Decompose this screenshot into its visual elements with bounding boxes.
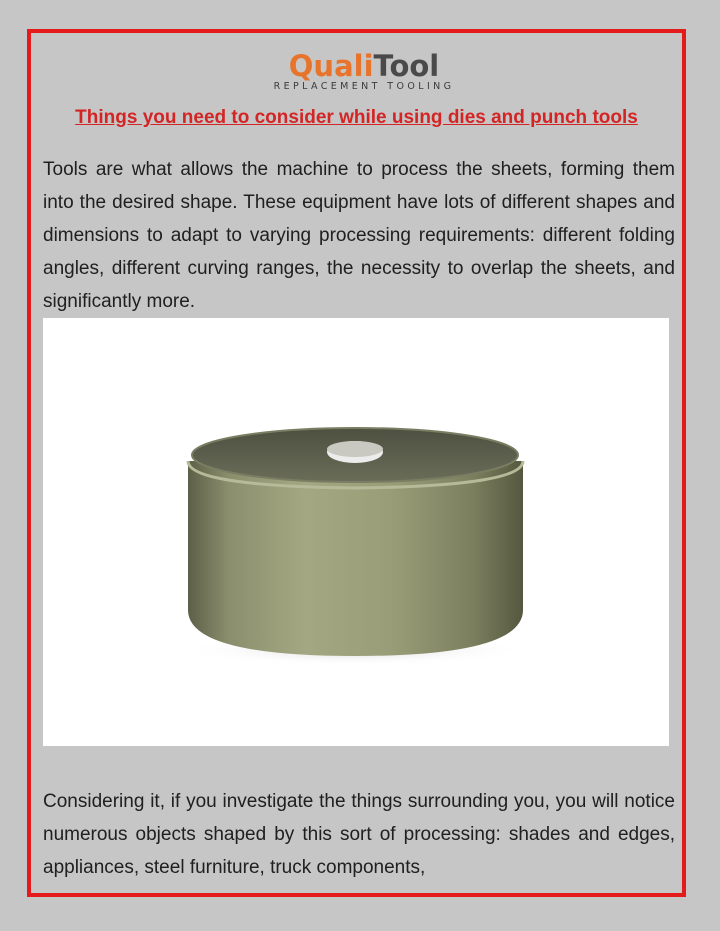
logo-brand-suffix: Tool <box>373 49 440 83</box>
logo-wordmark <box>269 51 459 81</box>
document-page <box>27 29 686 897</box>
article-paragraph-1: Tools are what allows the machine to process the sheets, forming them into the desired shape. These equipment have lots of different shapes and dimensions to adapt to varying processing requirements: different folding angles, different curving ranges, the necessity to overlap the sheets, and significantly more. <box>43 159 675 312</box>
die-photo <box>43 318 669 746</box>
logo-tagline: REPLACEMENT TOOLING <box>273 81 455 92</box>
article-paragraph-2: Considering it, if you investigate the things surrounding you, you will notice numerous objects shaped by this sort of processing: shades and edges, appliances, steel furniture, truck components, <box>43 791 675 878</box>
cylindrical-die-illustration <box>43 318 669 746</box>
qualitool-logo <box>269 51 459 95</box>
logo-brand-prefix: Quali <box>288 49 374 83</box>
article-title: Things you need to consider while using dies and punch tools <box>75 107 638 128</box>
